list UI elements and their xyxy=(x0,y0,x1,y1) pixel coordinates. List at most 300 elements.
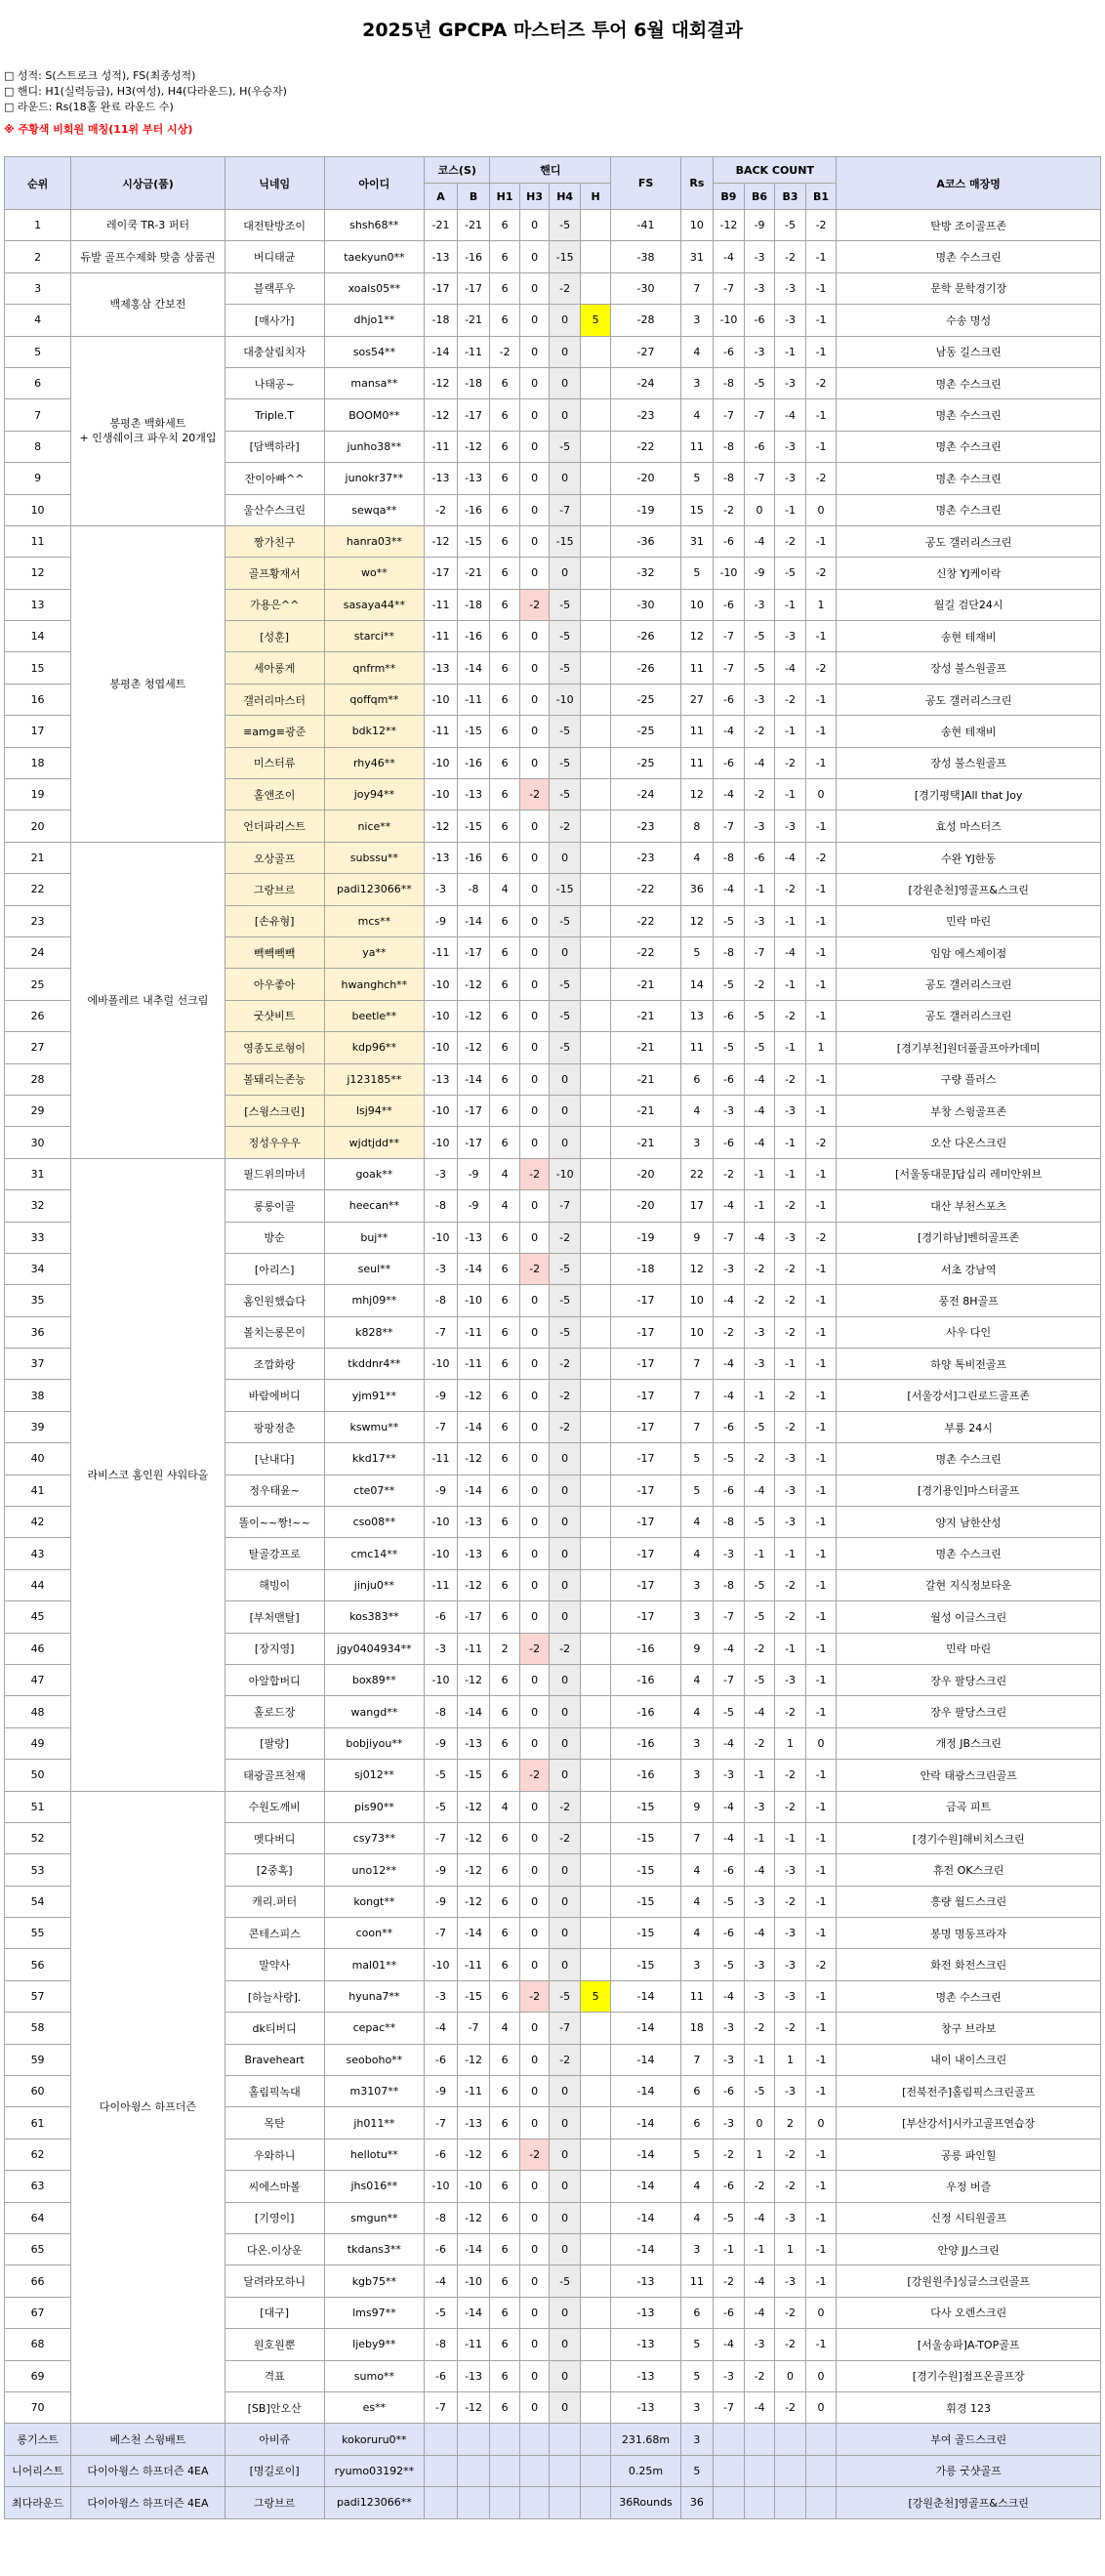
table-row xyxy=(5,525,1101,557)
rs-cell: 3 xyxy=(680,2391,714,2423)
nickname-cell: 격표 xyxy=(225,2360,324,2391)
rs-cell: 4 xyxy=(680,1095,714,1126)
b9-cell: -3 xyxy=(714,2013,745,2044)
h3-cell: 0 xyxy=(519,305,550,336)
empty-cell xyxy=(457,2487,490,2518)
b9-cell: -10 xyxy=(714,305,745,336)
rs-cell: 10 xyxy=(680,1285,714,1316)
b3-cell: -4 xyxy=(775,842,806,873)
b3-cell: -2 xyxy=(775,2171,806,2202)
rank-cell: 43 xyxy=(5,1538,71,1569)
id-cell: beetle** xyxy=(324,1000,425,1031)
store-cell: 부룡 24시 xyxy=(837,1411,1101,1442)
nickname-cell: 우와하니 xyxy=(225,2139,324,2170)
empty-cell xyxy=(550,2455,581,2486)
h-cell xyxy=(580,621,611,652)
rs-cell: 11 xyxy=(680,431,714,462)
score-a-cell: -6 xyxy=(425,2234,458,2265)
b6-cell: -9 xyxy=(744,558,775,589)
id-cell: sumo** xyxy=(324,2360,425,2391)
nickname-cell: Braveheart xyxy=(225,2044,324,2075)
award-value-cell: 36Rounds xyxy=(611,2487,680,2518)
rank-cell: 59 xyxy=(5,2044,71,2075)
score-b-cell: -14 xyxy=(457,2297,490,2328)
b3-cell: -2 xyxy=(775,1569,806,1600)
id-cell: jinju0** xyxy=(324,1569,425,1600)
table-row xyxy=(5,1158,1101,1189)
b9-cell: -6 xyxy=(714,2297,745,2328)
b9-cell: -7 xyxy=(714,1601,745,1633)
b3-cell: -3 xyxy=(775,367,806,398)
h4-cell: -7 xyxy=(550,1190,581,1222)
b9-cell: -3 xyxy=(714,2107,745,2139)
id-cell: box89** xyxy=(324,1664,425,1695)
b3-cell: -2 xyxy=(775,1000,806,1031)
h-cell xyxy=(580,525,611,557)
nickname-cell: 아알합버디 xyxy=(225,1664,324,1695)
rs-cell: 9 xyxy=(680,1222,714,1253)
fs-cell: -30 xyxy=(611,589,680,620)
id-cell: coon** xyxy=(324,1918,425,1949)
score-a-cell: -3 xyxy=(425,1980,458,2012)
id-cell: BOOM0** xyxy=(324,399,425,431)
store-cell: 명촌 수스크린 xyxy=(837,463,1101,494)
h3-cell: 0 xyxy=(519,2360,550,2391)
score-b-cell: -21 xyxy=(457,558,490,589)
b1-cell: -1 xyxy=(805,747,837,778)
rs-cell: 3 xyxy=(680,1760,714,1791)
b3-cell: -1 xyxy=(775,1349,806,1380)
h1-cell: 6 xyxy=(490,1380,520,1411)
h4-cell: -5 xyxy=(550,905,581,936)
b1-cell: -1 xyxy=(805,1349,837,1380)
b6-cell: -4 xyxy=(744,1222,775,1253)
store-cell: 사우 다인 xyxy=(837,1316,1101,1348)
b9-cell: -3 xyxy=(714,1538,745,1569)
rs-cell: 4 xyxy=(680,336,714,367)
rank-cell: 61 xyxy=(5,2107,71,2139)
h1-cell: 6 xyxy=(490,2391,520,2423)
rank-cell: 35 xyxy=(5,1285,71,1316)
score-a-cell: -10 xyxy=(425,1507,458,1538)
b6-cell: -5 xyxy=(744,652,775,684)
rs-cell: 5 xyxy=(680,936,714,968)
rank-cell: 13 xyxy=(5,589,71,620)
award-nickname-cell: 그랑브르 xyxy=(225,2487,324,2518)
score-a-cell: -13 xyxy=(425,1063,458,1095)
fs-cell: -17 xyxy=(611,1443,680,1475)
b1-cell: -1 xyxy=(805,621,837,652)
empty-cell xyxy=(714,2455,745,2486)
id-cell: taekyun0** xyxy=(324,241,425,272)
b3-cell: -1 xyxy=(775,969,806,1000)
b1-cell: -1 xyxy=(805,305,837,336)
b3-cell: -1 xyxy=(775,716,806,747)
h1-cell: 4 xyxy=(490,1791,520,1822)
b3-cell: -4 xyxy=(775,399,806,431)
score-a-cell: -7 xyxy=(425,1411,458,1442)
b3-cell: -2 xyxy=(775,1285,806,1316)
score-b-cell: -15 xyxy=(457,525,490,557)
store-cell: 개정 JB스크린 xyxy=(837,1727,1101,1759)
b3-cell: -2 xyxy=(775,525,806,557)
b9-cell: -4 xyxy=(714,1349,745,1380)
b6-cell: -4 xyxy=(744,1127,775,1158)
score-b-cell: -14 xyxy=(457,1475,490,1506)
b6-cell: -5 xyxy=(744,1411,775,1442)
score-a-cell: -8 xyxy=(425,1285,458,1316)
store-cell: [강원춘천]영골프&스크린 xyxy=(837,874,1101,905)
b1-cell: -1 xyxy=(805,272,837,304)
store-cell: 흥량 월드스크린 xyxy=(837,1886,1101,1917)
rank-cell: 6 xyxy=(5,367,71,398)
fs-cell: -15 xyxy=(611,1918,680,1949)
id-cell: seul** xyxy=(324,1253,425,1284)
b1-cell: -1 xyxy=(805,716,837,747)
score-a-cell: -10 xyxy=(425,1949,458,1980)
b3-cell: -1 xyxy=(775,779,806,810)
score-a-cell: -11 xyxy=(425,1569,458,1600)
award-nickname-cell: 아비쥬 xyxy=(225,2424,324,2455)
h-cell xyxy=(580,1222,611,1253)
b1-cell: -1 xyxy=(805,2013,837,2044)
nickname-cell: [손유형] xyxy=(225,905,324,936)
b3-cell: 2 xyxy=(775,2107,806,2139)
score-b-cell: -16 xyxy=(457,621,490,652)
rank-cell: 56 xyxy=(5,1949,71,1980)
h4-cell: 0 xyxy=(550,2297,581,2328)
b3-cell: -5 xyxy=(775,558,806,589)
rs-cell: 3 xyxy=(680,1949,714,1980)
h1-cell: 6 xyxy=(490,1000,520,1031)
score-a-cell: -10 xyxy=(425,1349,458,1380)
rs-cell: 11 xyxy=(680,2265,714,2297)
award-rs-cell: 5 xyxy=(680,2455,714,2486)
h1-cell: 6 xyxy=(490,1063,520,1095)
score-a-cell: -10 xyxy=(425,684,458,715)
header-h3: H3 xyxy=(519,184,550,210)
b1-cell: -1 xyxy=(805,525,837,557)
b9-cell: -7 xyxy=(714,652,745,684)
b1-cell: -1 xyxy=(805,336,837,367)
nickname-cell: 잔이아빠^^ xyxy=(225,463,324,494)
h4-cell: -5 xyxy=(550,652,581,684)
score-b-cell: -12 xyxy=(457,1032,490,1063)
h4-cell: -5 xyxy=(550,779,581,810)
h3-cell: 0 xyxy=(519,2297,550,2328)
h1-cell: 6 xyxy=(490,2329,520,2360)
h-cell xyxy=(580,2013,611,2044)
rank-cell: 9 xyxy=(5,463,71,494)
store-cell: 대산 부천스포츠 xyxy=(837,1190,1101,1222)
score-b-cell: -10 xyxy=(457,2265,490,2297)
h4-cell: 0 xyxy=(550,1475,581,1506)
rank-cell: 41 xyxy=(5,1475,71,1506)
id-cell: nice** xyxy=(324,810,425,842)
id-cell: cmc14** xyxy=(324,1538,425,1569)
rank-cell: 11 xyxy=(5,525,71,557)
id-cell: kkd17** xyxy=(324,1443,425,1475)
b9-cell: -2 xyxy=(714,2139,745,2170)
h1-cell: 6 xyxy=(490,810,520,842)
store-cell: 송현 테재비 xyxy=(837,716,1101,747)
score-b-cell: -12 xyxy=(457,1569,490,1600)
b6-cell: -3 xyxy=(744,241,775,272)
h3-cell: 0 xyxy=(519,969,550,1000)
b1-cell: -1 xyxy=(805,2171,837,2202)
h-cell xyxy=(580,747,611,778)
b3-cell: -5 xyxy=(775,210,806,241)
h3-cell: 0 xyxy=(519,1000,550,1031)
h1-cell: 6 xyxy=(490,842,520,873)
id-cell: kgb75** xyxy=(324,2265,425,2297)
nickname-cell: 그랑브르 xyxy=(225,874,324,905)
rs-cell: 5 xyxy=(680,1475,714,1506)
b9-cell: -6 xyxy=(714,1127,745,1158)
nickname-cell: 언더파리스트 xyxy=(225,810,324,842)
store-cell: 우정 버즐 xyxy=(837,2171,1101,2202)
h3-cell: -2 xyxy=(519,1633,550,1664)
b1-cell: -1 xyxy=(805,1696,837,1727)
fs-cell: -38 xyxy=(611,241,680,272)
fs-cell: -17 xyxy=(611,1601,680,1633)
b3-cell: -2 xyxy=(775,2391,806,2423)
rs-cell: 10 xyxy=(680,1316,714,1348)
award-rs-cell: 36 xyxy=(680,2487,714,2518)
h1-cell: 6 xyxy=(490,2297,520,2328)
h3-cell: 0 xyxy=(519,463,550,494)
b1-cell: -2 xyxy=(805,1949,837,1980)
b1-cell: -1 xyxy=(805,241,837,272)
h4-cell: 0 xyxy=(550,2360,581,2391)
b3-cell: -2 xyxy=(775,1316,806,1348)
h-cell xyxy=(580,367,611,398)
h4-cell: 0 xyxy=(550,399,581,431)
b1-cell: -1 xyxy=(805,1886,837,1917)
store-cell: 장우 팔당스크린 xyxy=(837,1664,1101,1695)
b9-cell: -3 xyxy=(714,1095,745,1126)
b9-cell: -5 xyxy=(714,1032,745,1063)
h4-cell: 0 xyxy=(550,2391,581,2423)
h4-cell: -5 xyxy=(550,1316,581,1348)
score-a-cell: -2 xyxy=(425,494,458,525)
h1-cell: 6 xyxy=(490,1760,520,1791)
h1-cell: 6 xyxy=(490,210,520,241)
fs-cell: -20 xyxy=(611,463,680,494)
id-cell: kongt** xyxy=(324,1886,425,1917)
empty-cell xyxy=(775,2487,806,2518)
h3-cell: 0 xyxy=(519,1569,550,1600)
b1-cell: -1 xyxy=(805,1380,837,1411)
score-b-cell: -16 xyxy=(457,842,490,873)
empty-cell xyxy=(490,2424,520,2455)
score-b-cell: -15 xyxy=(457,1760,490,1791)
fs-cell: -14 xyxy=(611,2107,680,2139)
h-cell: 5 xyxy=(580,1980,611,2012)
h4-cell: 0 xyxy=(550,558,581,589)
nickname-cell: 홀로드장 xyxy=(225,1696,324,1727)
b1-cell: -1 xyxy=(805,2234,837,2265)
header-id: 아이디 xyxy=(324,157,425,210)
id-cell: qoffqm** xyxy=(324,684,425,715)
score-a-cell: -12 xyxy=(425,399,458,431)
b3-cell: -3 xyxy=(775,1507,806,1538)
rank-cell: 49 xyxy=(5,1727,71,1759)
h3-cell: 0 xyxy=(519,399,550,431)
id-cell: tkdans3** xyxy=(324,2234,425,2265)
h3-cell: -2 xyxy=(519,779,550,810)
h1-cell: 6 xyxy=(490,969,520,1000)
score-b-cell: -11 xyxy=(457,336,490,367)
results-table xyxy=(4,156,1101,2519)
h3-cell: 0 xyxy=(519,716,550,747)
id-cell: j123185** xyxy=(324,1063,425,1095)
fs-cell: -17 xyxy=(611,1285,680,1316)
id-cell: joy94** xyxy=(324,779,425,810)
b9-cell: -4 xyxy=(714,1633,745,1664)
header-b: B xyxy=(457,184,490,210)
rank-cell: 19 xyxy=(5,779,71,810)
fs-cell: -21 xyxy=(611,1127,680,1158)
h3-cell: 0 xyxy=(519,2013,550,2044)
store-cell: 명촌 수스크린 xyxy=(837,1980,1101,2012)
rank-cell: 12 xyxy=(5,558,71,589)
table-row xyxy=(5,241,1101,272)
rs-cell: 7 xyxy=(680,1380,714,1411)
id-cell: dhjo1** xyxy=(324,305,425,336)
fs-cell: -20 xyxy=(611,1158,680,1189)
h3-cell: 0 xyxy=(519,2265,550,2297)
score-b-cell: -17 xyxy=(457,1601,490,1633)
score-a-cell: -12 xyxy=(425,810,458,842)
h3-cell: 0 xyxy=(519,2171,550,2202)
h-cell xyxy=(580,431,611,462)
rank-cell: 47 xyxy=(5,1664,71,1695)
score-a-cell: -12 xyxy=(425,367,458,398)
fs-cell: -32 xyxy=(611,558,680,589)
h-cell xyxy=(580,2329,611,2360)
prize-cell: 듀발 골프수제화 맞춤 상품권 xyxy=(71,241,225,272)
h-cell xyxy=(580,2171,611,2202)
b9-cell: -6 xyxy=(714,336,745,367)
score-b-cell: -12 xyxy=(457,1000,490,1031)
store-cell: [경기부천]원더풀골프아카데미 xyxy=(837,1032,1101,1063)
b9-cell: -6 xyxy=(714,684,745,715)
b9-cell: -10 xyxy=(714,558,745,589)
id-cell: jh011** xyxy=(324,2107,425,2139)
h3-cell: 0 xyxy=(519,1886,550,1917)
score-b-cell: -12 xyxy=(457,2202,490,2233)
b6-cell: -3 xyxy=(744,272,775,304)
h4-cell: 0 xyxy=(550,2107,581,2139)
b9-cell: -4 xyxy=(714,1190,745,1222)
score-b-cell: -11 xyxy=(457,684,490,715)
nickname-cell: 나태공~ xyxy=(225,367,324,398)
award-value-cell: 0.25m xyxy=(611,2455,680,2486)
rs-cell: 13 xyxy=(680,1000,714,1031)
id-cell: ya** xyxy=(324,936,425,968)
b3-cell: -4 xyxy=(775,652,806,684)
h3-cell: 0 xyxy=(519,2234,550,2265)
b6-cell: 0 xyxy=(744,2107,775,2139)
h-cell xyxy=(580,1158,611,1189)
b6-cell: -9 xyxy=(744,210,775,241)
award-row xyxy=(5,2424,1101,2455)
b6-cell: -3 xyxy=(744,1949,775,1980)
fs-cell: -26 xyxy=(611,652,680,684)
score-b-cell: -13 xyxy=(457,1538,490,1569)
b9-cell: -3 xyxy=(714,2044,745,2075)
store-cell: [경기평택]All that Joy xyxy=(837,779,1101,810)
b9-cell: -4 xyxy=(714,1285,745,1316)
b3-cell: -2 xyxy=(775,1886,806,1917)
empty-cell xyxy=(519,2487,550,2518)
rank-cell: 25 xyxy=(5,969,71,1000)
b6-cell: -3 xyxy=(744,2329,775,2360)
b6-cell: -7 xyxy=(744,399,775,431)
rank-cell: 3 xyxy=(5,272,71,304)
score-b-cell: -12 xyxy=(457,1822,490,1853)
id-cell: es** xyxy=(324,2391,425,2423)
h4-cell: 0 xyxy=(550,1727,581,1759)
b9-cell: -4 xyxy=(714,1791,745,1822)
h-cell: 5 xyxy=(580,305,611,336)
h-cell xyxy=(580,1063,611,1095)
store-cell: 명촌 수스크린 xyxy=(837,494,1101,525)
prize-cell: 에바폴레르 내추럴 선크림 xyxy=(71,842,225,1158)
fs-cell: -22 xyxy=(611,905,680,936)
header-h1: H1 xyxy=(490,184,520,210)
b9-cell: -7 xyxy=(714,2391,745,2423)
b6-cell: -6 xyxy=(744,305,775,336)
b6-cell: -5 xyxy=(744,1664,775,1695)
id-cell: uno12** xyxy=(324,1854,425,1886)
b3-cell: -2 xyxy=(775,2297,806,2328)
empty-cell xyxy=(714,2487,745,2518)
id-cell: mansa** xyxy=(324,367,425,398)
nickname-cell: 아우좋아 xyxy=(225,969,324,1000)
h1-cell: 6 xyxy=(490,272,520,304)
h-cell xyxy=(580,1032,611,1063)
id-cell: jgy0404934** xyxy=(324,1633,425,1664)
rs-cell: 4 xyxy=(680,2171,714,2202)
b6-cell: -7 xyxy=(744,936,775,968)
h-cell xyxy=(580,241,611,272)
b9-cell: -5 xyxy=(714,969,745,1000)
b6-cell: -4 xyxy=(744,747,775,778)
fs-cell: -17 xyxy=(611,1507,680,1538)
rank-cell: 63 xyxy=(5,2171,71,2202)
score-a-cell: -9 xyxy=(425,1886,458,1917)
rs-cell: 31 xyxy=(680,241,714,272)
rs-cell: 5 xyxy=(680,2360,714,2391)
score-a-cell: -11 xyxy=(425,1443,458,1475)
h4-cell: 0 xyxy=(550,2171,581,2202)
b6-cell: -1 xyxy=(744,1158,775,1189)
score-a-cell: -12 xyxy=(425,525,458,557)
b1-cell: -1 xyxy=(805,399,837,431)
b1-cell: -1 xyxy=(805,969,837,1000)
b6-cell: -5 xyxy=(744,367,775,398)
rank-cell: 54 xyxy=(5,1886,71,1917)
nickname-cell: 홈인원했습다 xyxy=(225,1285,324,1316)
b1-cell: -1 xyxy=(805,1443,837,1475)
nickname-cell: 똘이~~짱!~~ xyxy=(225,1507,324,1538)
b1-cell: -1 xyxy=(805,2139,837,2170)
rank-cell: 36 xyxy=(5,1316,71,1348)
empty-cell xyxy=(425,2424,458,2455)
id-cell: k828** xyxy=(324,1316,425,1348)
